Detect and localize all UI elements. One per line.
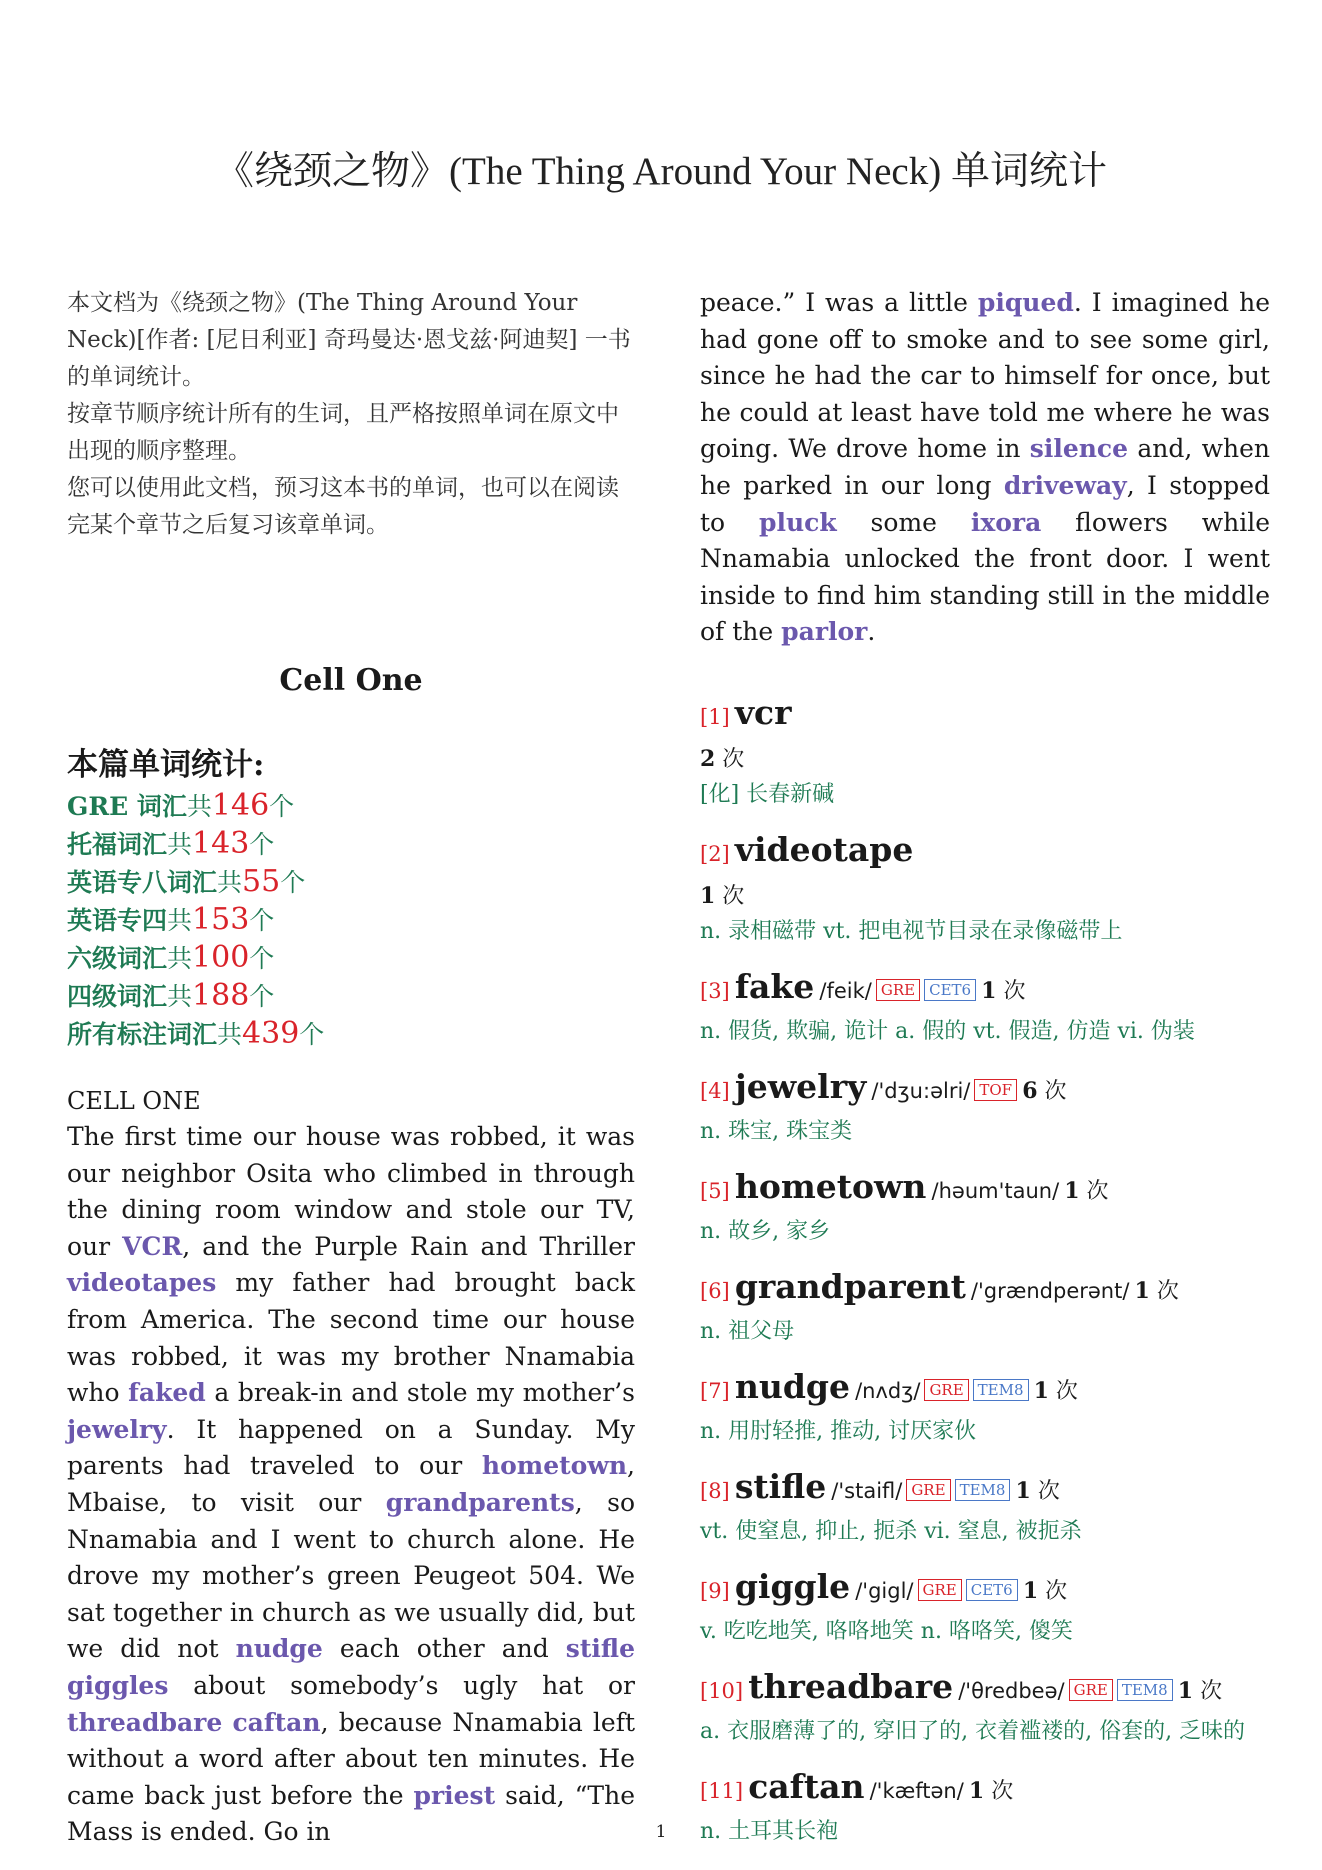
stat-gong: 共 (167, 906, 193, 935)
frequency-count: 1 (1022, 1577, 1039, 1604)
word-entry (700, 965, 1270, 1049)
highlighted-word: VCR (122, 1231, 183, 1261)
entry-head (700, 1765, 1270, 1815)
entry-number: [11] (700, 1778, 744, 1803)
entry-number: [6] (700, 1278, 730, 1303)
passage-segment: , I stopped to (700, 470, 1270, 537)
passage-segment: about somebody’s ugly hat or (168, 1670, 635, 1700)
entry-meaning: n. 祖父母 (700, 1318, 795, 1344)
right-column (700, 285, 1270, 1865)
entry-meaning: n. 录相磁带 vt. 把电视节目录在录像磁带上 (700, 918, 1123, 944)
passage-segment: each other and (322, 1634, 566, 1664)
frequency-count: 2 (700, 745, 716, 772)
entry-head (700, 1165, 1270, 1215)
entry-meaning: n. 土耳其长袍 (700, 1818, 839, 1844)
stat-count: 439 (242, 1016, 300, 1051)
entry-frequency: 1 次 (1015, 1477, 1060, 1504)
word-entry (700, 828, 1270, 949)
passage-segment: . (867, 617, 876, 647)
passage-segment: flowers while Nnamabia unlocked the front door. I went inside to find him standing still in the middle of the (700, 507, 1271, 647)
highlighted-word: threadbare (67, 1707, 223, 1737)
entry-word: fake (734, 966, 815, 1006)
highlighted-word: jewelry (67, 1414, 167, 1444)
highlighted-word: parlor (781, 617, 868, 647)
highlighted-word: caftan (232, 1707, 321, 1737)
word-entry (700, 1165, 1270, 1249)
entry-number: [7] (700, 1378, 730, 1403)
entry-meaning: [化] 长春新碱 (700, 781, 835, 807)
level-tag: TOF (974, 1079, 1017, 1101)
stat-label: 英语专八词汇 (67, 868, 218, 897)
stat-unit: 个 (249, 906, 275, 935)
entry-head (700, 1565, 1270, 1615)
entry-meaning: v. 吃吃地笑, 咯咯地笑 n. 咯咯笑, 傻笑 (700, 1618, 1073, 1644)
passage-segment: a break-in and stole my mother’s (205, 1378, 635, 1408)
entry-head (700, 1265, 1270, 1315)
word-entry (700, 1565, 1270, 1649)
passage-segment: . It happened on a Sunday. My parents had traveled to our (67, 1414, 635, 1481)
left-column (67, 285, 635, 1851)
page-number: 1 (655, 1822, 667, 1842)
stat-row (67, 825, 635, 863)
highlighted-word: grandparents (385, 1487, 575, 1517)
frequency-line (700, 878, 1270, 915)
entry-frequency: 1 次 (1177, 1677, 1223, 1704)
level-tag: GRE (876, 979, 920, 1001)
highlighted-word: driveway (1003, 470, 1127, 500)
intro-section (67, 285, 635, 544)
passage-segment: , Mbaise, to visit our (67, 1451, 635, 1517)
entry-meaning: vt. 使窒息, 抑止, 扼杀 vi. 窒息, 被扼杀 (700, 1518, 1082, 1544)
entry-frequency: 1 次 (1022, 1577, 1068, 1604)
passage-segment: The first time our house was robbed, it was our neighbor Osita who climbed in through the dining room window and stole our TV, our (67, 1122, 635, 1261)
intro-paragraph: 按章节顺序统计所有的生词，且严格按照单词在原文中出现的顺序整理。 (67, 401, 619, 464)
entry-head (700, 691, 1270, 741)
level-tag: GRE (924, 1379, 968, 1401)
stats-heading: 本篇单词统计: (67, 747, 265, 783)
frequency-count: 1 (1177, 1677, 1194, 1704)
passage-title: CELL ONE (67, 1087, 201, 1115)
entry-word: threadbare (748, 1666, 954, 1706)
entry-head (700, 1465, 1270, 1515)
word-list (700, 691, 1270, 1849)
stat-gong: 共 (217, 868, 243, 897)
level-tag: GRE (906, 1479, 950, 1501)
word-entry (700, 1365, 1270, 1449)
stat-label: 所有标注词汇 (67, 1020, 218, 1049)
highlighted-word: silence (1029, 434, 1129, 464)
stat-count: 153 (192, 902, 250, 937)
word-entry (700, 1265, 1270, 1349)
level-tag: TEM8 (973, 1379, 1029, 1401)
stat-gong: 共 (186, 792, 212, 821)
stat-label: 托福词汇 (67, 830, 168, 859)
entry-number: [2] (700, 841, 730, 866)
intro-paragraph: 本文档为《绕颈之物》(The Thing Around Your Neck)[作者: [尼日利亚] 奇玛曼达·恩戈兹·阿迪契] 一书的单词统计。 (67, 290, 631, 390)
word-entry (700, 1465, 1270, 1549)
entry-phonetic: /nʌdʒ/ (855, 1378, 921, 1403)
level-tag: CET6 (966, 1579, 1018, 1601)
frequency-count: 1 (700, 882, 716, 909)
frequency-count: 1 (1015, 1477, 1031, 1504)
frequency-count: 1 (1033, 1377, 1049, 1404)
stat-count: 188 (192, 978, 250, 1013)
stat-unit: 个 (249, 944, 275, 973)
level-tag: CET6 (924, 979, 976, 1001)
passage-segment: some (836, 507, 971, 537)
highlighted-word: nudge (235, 1634, 323, 1664)
passage-segment (222, 1708, 232, 1737)
entry-meaning: n. 故乡, 家乡 (700, 1218, 831, 1244)
stat-unit: 个 (269, 792, 295, 821)
stat-unit: 个 (249, 830, 275, 859)
entry-phonetic: /'gigl/ (855, 1578, 914, 1603)
frequency-count: 1 (981, 977, 997, 1004)
passage-segment: , because Nnamabia left without a word after about ten minutes. He came back just before the (67, 1707, 636, 1810)
level-tag: GRE (1069, 1679, 1113, 1701)
entry-word: giggle (734, 1566, 851, 1606)
stat-gong: 共 (167, 944, 193, 973)
entry-number: [5] (700, 1178, 730, 1203)
entry-frequency: 1 次 (1064, 1177, 1109, 1204)
highlighted-word: priest (413, 1780, 496, 1810)
entry-frequency: 1 次 (700, 882, 745, 909)
entry-phonetic: /'staifl/ (831, 1478, 903, 1503)
frequency-count: 1 (1064, 1177, 1080, 1204)
passage-segment: . I imagined he had gone off to smoke and to see some girl, since he had the car to himself for once, but he could at least have told me where he was going. We drove home in (700, 288, 1270, 464)
word-entry (700, 691, 1270, 812)
highlighted-word: pluck (758, 507, 837, 537)
frequency-count: 1 (1134, 1277, 1150, 1304)
stat-unit: 个 (299, 1020, 325, 1049)
passage-segment: my father had brought back from America. The second time our house was robbed, it was my brother Nnamabia who (67, 1268, 635, 1408)
frequency-line (700, 741, 1270, 778)
stat-row (67, 939, 635, 977)
entry-number: [3] (700, 978, 730, 1003)
highlighted-word: piqued (977, 288, 1074, 317)
word-entry (700, 1065, 1270, 1149)
stat-count: 146 (211, 788, 270, 823)
entry-meaning: a. 衣服磨薄了的, 穿旧了的, 衣着褴褛的, 俗套的, 乏味的 (700, 1718, 1246, 1744)
entry-phonetic: /'kæftən/ (869, 1778, 964, 1803)
entry-number: [1] (700, 704, 730, 729)
frequency-count: 1 (968, 1777, 985, 1804)
entry-frequency: 1 次 (1033, 1377, 1078, 1404)
entry-head (700, 1665, 1270, 1715)
stat-label: 六级词汇 (67, 944, 168, 973)
entry-word: grandparent (734, 1266, 966, 1306)
stat-count: 55 (242, 864, 281, 899)
entry-phonetic: /'dʒu:əlri/ (871, 1078, 971, 1103)
word-entry (700, 1665, 1270, 1749)
entry-meaning: n. 用肘轻推, 推动, 讨厌家伙 (700, 1418, 977, 1444)
stat-unit: 个 (280, 868, 306, 897)
stat-gong: 共 (167, 982, 193, 1011)
stat-label: GRE 词汇 (67, 792, 187, 821)
entry-word: vcr (734, 692, 792, 732)
entry-word: nudge (734, 1366, 850, 1406)
highlighted-word: videotapes (67, 1268, 217, 1298)
entry-head (700, 1065, 1270, 1115)
entry-frequency: 6 次 (1022, 1077, 1067, 1104)
highlighted-word: giggles (67, 1670, 169, 1700)
stat-row (67, 977, 635, 1015)
passage-segment: said, “The Mass is ended. Go in (67, 1780, 635, 1847)
entry-number: [4] (700, 1078, 730, 1103)
highlighted-word: faked (128, 1378, 206, 1408)
highlighted-word: ixora (970, 507, 1042, 537)
entry-word: jewelry (734, 1066, 867, 1106)
entry-frequency: 1 次 (1134, 1277, 1179, 1304)
level-tag: TEM8 (1117, 1679, 1173, 1701)
entry-frequency: 2 次 (700, 745, 745, 772)
entry-word: caftan (748, 1766, 865, 1806)
entry-frequency: 1 次 (981, 977, 1026, 1004)
stat-row (67, 901, 635, 939)
stat-row (67, 1015, 635, 1053)
entry-phonetic: /'θredbeə/ (958, 1678, 1065, 1703)
stats-list (67, 787, 635, 1053)
entry-number: [10] (700, 1678, 744, 1703)
stat-gong: 共 (167, 830, 193, 859)
entry-phonetic: /'grændperənt/ (970, 1278, 1130, 1303)
level-tag: TEM8 (955, 1479, 1011, 1501)
entry-head (700, 828, 1270, 878)
entry-head (700, 1365, 1270, 1415)
stat-unit: 个 (249, 982, 275, 1011)
stat-label: 英语专四 (67, 906, 168, 935)
stat-row (67, 863, 635, 901)
entry-meaning: n. 假货, 欺骗, 诡计 a. 假的 vt. 假造, 仿造 vi. 伪装 (700, 1018, 1195, 1044)
highlighted-word: stifle (565, 1634, 635, 1664)
stat-gong: 共 (217, 1020, 243, 1049)
entry-phonetic: /həum'taun/ (931, 1178, 1060, 1203)
document-title: 《绕颈之物》(The Thing Around Your Neck) 单词统计 (215, 150, 1107, 193)
highlighted-word: hometown (481, 1451, 628, 1481)
level-tag: GRE (918, 1579, 962, 1601)
passage-text (67, 1119, 635, 1851)
entry-phonetic: /feik/ (819, 978, 872, 1003)
stat-row (67, 787, 635, 825)
stat-count: 100 (192, 940, 250, 975)
frequency-count: 6 (1022, 1077, 1038, 1104)
stat-label: 四级词汇 (67, 982, 168, 1011)
intro-paragraph: 您可以使用此文档，预习这本书的单词，也可以在阅读完某个章节之后复习该章单词。 (67, 475, 619, 538)
passage-continued (700, 285, 1270, 651)
entry-frequency: 1 次 (968, 1777, 1014, 1804)
passage-segment: , and the Purple Rain and Thriller (182, 1231, 635, 1261)
chapter-title: Cell One (279, 663, 423, 698)
entry-number: [8] (700, 1478, 730, 1503)
entry-word: stifle (734, 1466, 827, 1506)
passage-segment: , so Nnamabia and I went to church alone. He drove my mother’s green Peugeot 504. We sat together in church as we usually did, but we did not (67, 1487, 635, 1664)
entry-meaning: n. 珠宝, 珠宝类 (700, 1118, 853, 1144)
stat-count: 143 (192, 826, 250, 861)
passage-segment: and, when he parked in our long (700, 434, 1270, 500)
entry-head (700, 965, 1270, 1015)
entry-word: hometown (734, 1166, 927, 1206)
entry-number: [9] (700, 1578, 730, 1603)
entry-word: videotape (734, 829, 914, 869)
passage-segment: peace.” I was a little (700, 288, 978, 317)
